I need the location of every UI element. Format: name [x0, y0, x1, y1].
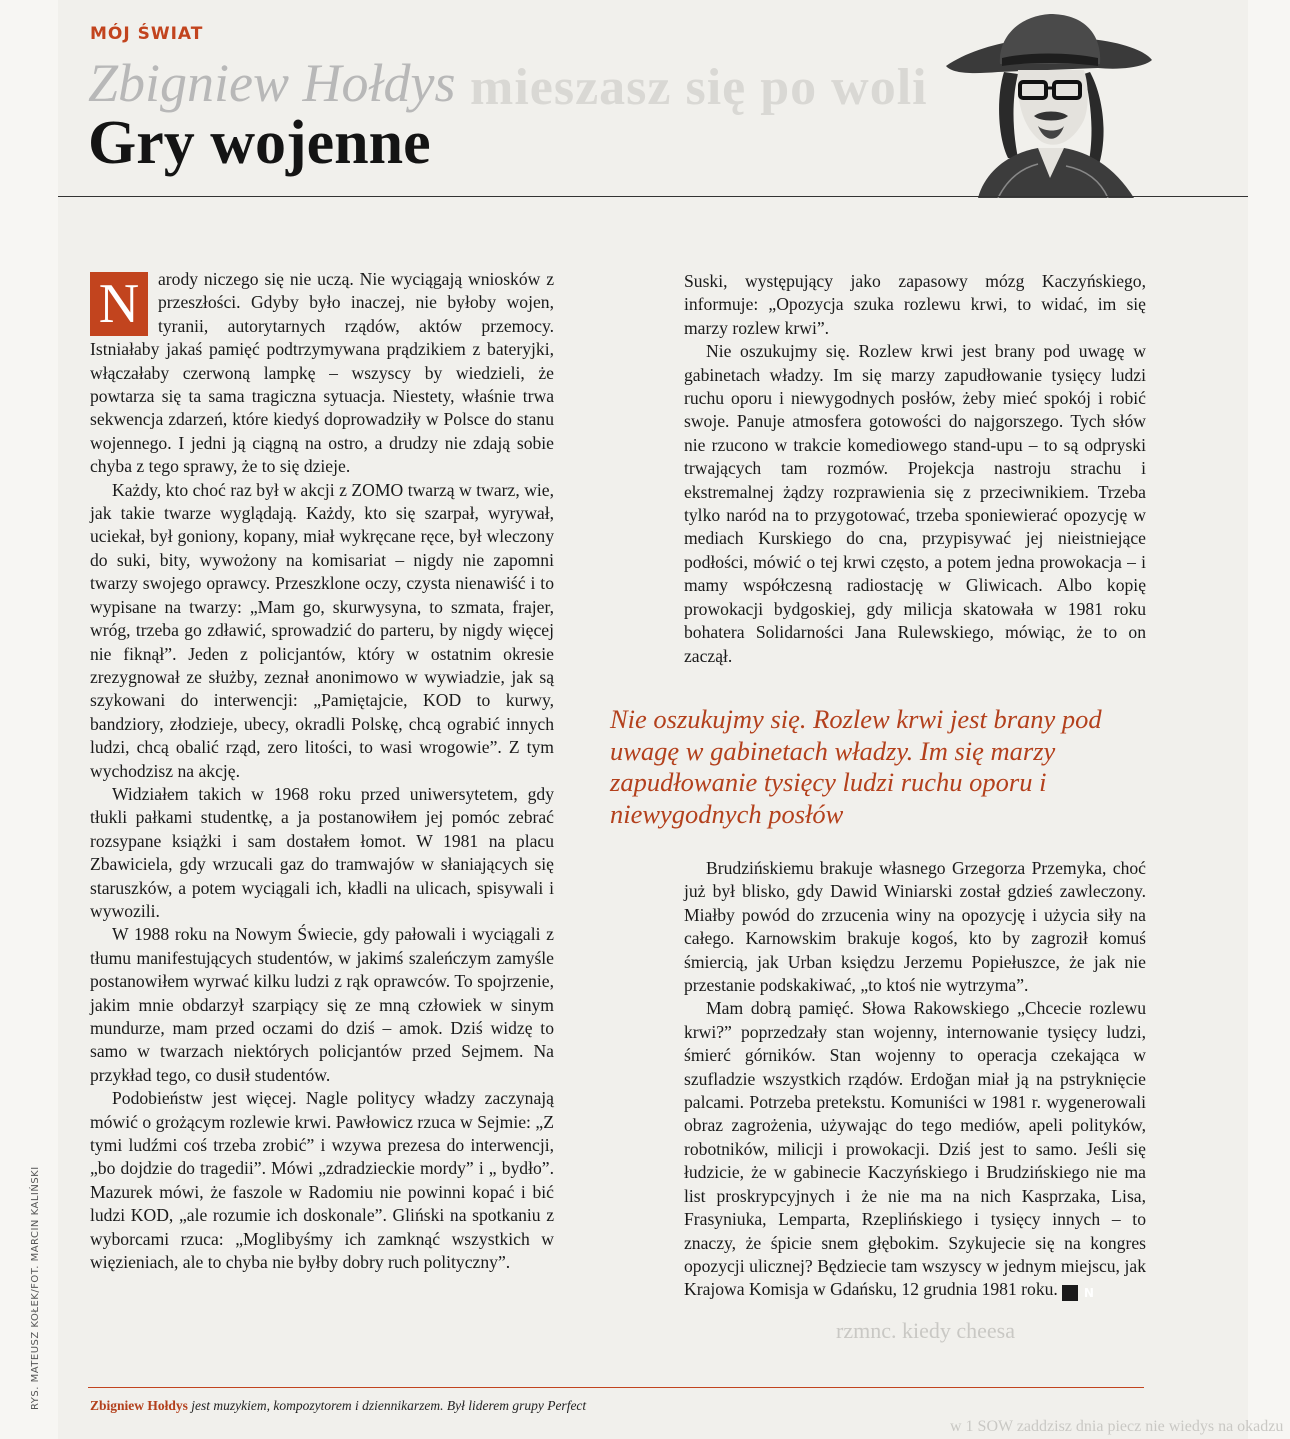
author-portrait-sketch-icon [938, 8, 1154, 198]
bleed-through-text: rzmnc. kiedy cheesa [836, 1318, 1015, 1343]
paragraph: Brudzińskiemu brakuje własnego Grzegorza Przemyka, choć już był blisko, gdy Dawid Winiarski został gdzieś zawleczony. Miałby powód do zrzucenia winy na opozycję i użycia siły na całego. Karnowskim brakuje kogoś, kto by zagroził komuś śmiercią, jak Urban księdzu Jerzemu Popiełuszce, że jak nie przestanie podskakiwać, „to ktoś nie wytrzyma”. [684, 858, 1146, 996]
paragraph: Każdy, kto choć raz był w akcji z ZOMO twarzą w twarz, wie, jak takie twarze wyglądają. Każdy, kto się szarpał, wyrywał, uciekał, był goniony, kopany, miał wykręcane ręce, był wleczony do suki, bity, wywożony na komisariat – nigdy nie zapomni twarzy swojego oprawcy. Przeszklone oczy, czysta nienawiść i to wypisane na twarzy: „Mam go, skurwysyna, to szmata, frajer, wróg, trzeba go zdławić, sprowadzić do parteru, by nigdy więcej nie fiknął”. Jeden z policjantów, który w ostatnim okresie zrezygnował ze służby, zeznał anonimowo w wywiadzie, jak są szykowani do interwencji: „Pamiętajcie, KOD to kurwy, bandziory, złodzieje, ubecy, okradli Polskę, chcą ograbić innych ludzi, chcą obalić rząd, zero litości, to wasi wrogowie”. Z tym wychodzisz na akcję. [90, 479, 554, 781]
article-column-left [90, 268, 554, 1274]
pull-quote: Nie oszukujmy się. Rozlew krwi jest brany pod uwagę w gabinetach władzy. Im się marzy zapudłowanie tysięcy ludzi ruchu oporu i niewygodnych posłów [610, 704, 1102, 829]
footer-divider [88, 1387, 1144, 1388]
author-bio [90, 1398, 586, 1414]
author-bio-text: jest muzykiem, kompozytorem i dziennikarzem. Był liderem grupy Perfect [191, 1398, 587, 1413]
paragraph: Mam dobrą pamięć. Słowa Rakowskiego „Chcecie rozlewu krwi?” poprzedzały stan wojenny, internowanie tysięcy ludzi, śmierć górników. Stan wojenny to operacja czekająca w szufladzie wszystkich rządów. Erdoğan miał ją na pstryknięcie palcami. Potrzeba pretekstu. Komuniści w 1981 r. wygenerowali obraz zagrożenia, używając do tego mediów, apeli polityków, robotników, milicji i prowokacji. Dziś jest to samo. Jeśli się łudzicie, że w gabinecie Kaczyńskiego i Brudzińskiego nie ma list proskrypcyjnych i że nie ma na nich Kasprzaka, Lisa, Frasyniuka, Lemparta, Rzeplińskiego i tysięcy innych – to znaczy, że śpicie snem głębokim. Szykujecie się na kongres opozycji ulicznej? Będziecie tam wszyscy w jednym miejscu, jak Krajowa Komisja w Gdańsku, 12 grudnia 1981 roku. N [684, 998, 1146, 1301]
section-label: MÓJ ŚWIAT [90, 24, 204, 44]
paragraph: W 1988 roku na Nowym Świecie, gdy pałowali i wyciągali z tłumu manifestujących studentów, w jakimś szaleńczym zamyśle postanowiłem wyrwać kilku ludzi z rąk oprawców. To spojrzenie, jakim mnie obdarzył szarpiący się ze mną człowiek w sinym mundurze, mam przed oczami do dziś – amok. Dziś widzę to samo w twarzach niektórych policjantów przed Sejmem. Na przykład tego, co dusił studentów. [90, 924, 554, 1085]
header-divider [58, 196, 1248, 197]
drop-cap: N [90, 272, 148, 336]
paragraph: Suski, występujący jako zapasowy mózg Kaczyńskiego, informuje: „Opozycja szuka rozlewu krwi, to widać, im się marzy rozlew krwi”. [684, 271, 1146, 338]
n-square-icon: N [1062, 1285, 1078, 1301]
article-column-right-bottom [684, 857, 1146, 1302]
bleed-through-title: mieszasz się po woli [470, 59, 928, 116]
page-title: Gry wojenne [88, 109, 431, 177]
author-name: Zbigniew Hołdys [88, 53, 456, 113]
paragraph: Widziałem takich w 1968 roku przed uniwersytetem, gdy tłukli pałkami studentkę, a ja postanowiłem jej pomóc zebrać rozsypane książki i sam dostałem łomot. W 1981 na placu Zbawiciela, gdy wrzucali gaz do tramwajów w słaniających się staruszków, a potem wyciągali ich, kładli na ulicach, spisywali i wywozili. [90, 783, 554, 921]
article-column-right-top [684, 270, 1146, 668]
paragraph: Podobieństw jest więcej. Nagle politycy władzy zaczynają mówić o grożącym rozlewie krwi. Pawłowicz rzuca w Sejmie: „Z tymi ludźmi coś trzeba zrobić” i wzywa prezesa do interwencji, „bo dojdzie do tragedii”. Mówi „zdradzieckie mordy” i „ bydło”. Mazurek mówi, że faszole w Radomiu nie powinni kopać i bić ludzi KOD, „ale rozumie ich doskonale”. Gliński na spotkaniu z wyborcami rzuca: „Moglibyśmy ich zamknąć wszystkich w więzieniach, ale to chyba nie byłby dobry ruch polityczny”. [90, 1088, 554, 1273]
illustration-credit: RYS. MATEUSZ KOŁEK/FOT. MARCIN KALIŃSKI [30, 1166, 41, 1410]
bleed-through-text: w 1 SOW zaddzisz dnia piecz nie wiedys na okadzu [950, 1418, 1284, 1435]
paragraph: Nie oszukujmy się. Rozlew krwi jest brany pod uwagę w gabinetach władzy. Im się marzy zapudłowanie tysięcy ludzi ruchu oporu i niewygodnych posłów, żeby mieć spokój i robić swoje. Panuje atmosfera gotowości do najgorszego. Tych słów nie rzucono w trakcie komediowego stand-upu – to są odpryski trwających tam rozmów. Projekcja nastroju strachu i ekstremalnej żądzy rozprawienia się z przeciwnikiem. Trzeba tylko naród na to przygotować, trzeba sponiewierać opozycję w mediach Kurskiego do cna, przypisywać jej nieistniejące podłości, mówić o tej krwi często, a potem jedna prowokacja – i mamy współczesną radiostację w Gliwicach. Albo kopię prowokacji bydgoskiej, gdy milicja skatowała w 1981 roku bohatera Solidarności Jana Rulewskiego, mówiąc, że to on zaczął. [684, 341, 1146, 666]
paragraph: N arody niczego się nie uczą. Nie wyciągają wniosków z przeszłości. Gdyby było inaczej, nie byłoby wojen, tyranii, autorytarnych rządów, aktów przemocy. Istniałaby jakaś pamięć podtrzymywana prądzikiem z bateryjki, włączałaby czerwoną lampkę – wszyscy by wiedzieli, że powtarza się ta sama tragiczna sytuacja. Niestety, właśnie trwa sekwencja zdarzeń, które kiedyś doprowadziły w Polsce do stanu wojennego. I jedni ją ciągną na ostro, a drudzy nie zdają sobie chyba z tego sprawy, że to się dzieje. [90, 269, 554, 477]
author-bio-name: Zbigniew Hołdys [90, 1398, 188, 1413]
